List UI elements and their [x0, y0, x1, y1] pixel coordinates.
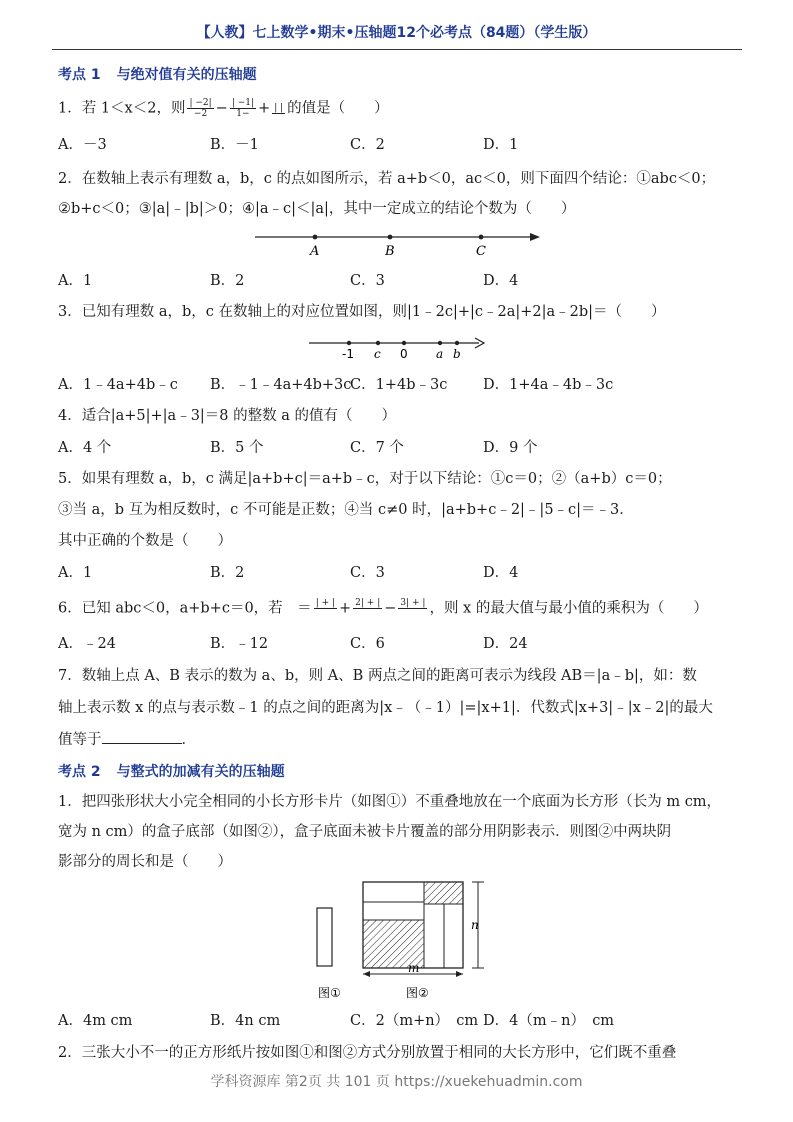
question-7-line-1: 7．数轴上点 A、B 表示的数为 a、b，则 A、B 两点之间的距离可表示为线段 AB＝|a﹣b|，如：数	[58, 668, 697, 684]
point-b	[388, 235, 393, 240]
point-c	[479, 235, 484, 240]
fraction: | |	[274, 103, 284, 113]
option-a[interactable]: A．1	[58, 565, 93, 581]
option-c[interactable]: C．6	[350, 636, 385, 652]
question-1: 1．若 1＜x＜2，则 $\frac{| -2|}{-2}$ − $\frac{| -1|}{1-}$ + | | 的值是（ ）	[58, 98, 389, 119]
s2-question-1-line-3: 影部分的周长和是（ ）	[58, 854, 232, 870]
fraction: $\frac{| -1|}{1-}$	[231, 98, 255, 119]
option-d[interactable]: D．1+4a﹣4b﹣3c	[483, 377, 614, 393]
option-a[interactable]: A．﹣24	[58, 636, 116, 652]
rectangle-cards-figure	[300, 876, 500, 1004]
label-a: A	[310, 244, 320, 259]
option-a[interactable]: A．－3	[58, 137, 107, 153]
option-b[interactable]: B．5 个	[210, 440, 264, 456]
question-4: 4．适合|a+5|+|a﹣3|＝8 的整数 a 的值有（ ）	[58, 408, 397, 424]
question-text: 6．已知 abc＜0，a+b+c＝0，若 ＝	[58, 600, 312, 617]
point-a	[313, 235, 318, 240]
option-a[interactable]: A．4m cm	[58, 1013, 133, 1029]
section-title: 与绝对值有关的压轴题	[116, 67, 257, 83]
tick-label: 0	[400, 347, 408, 361]
figure-2-caption: 图②	[406, 986, 429, 1000]
s2-question-1-line-2: 宽为 n cm）的盒子底部（如图②），盒子底面未被卡片覆盖的部分用阴影表示．则图②中两块阴	[58, 824, 672, 840]
fraction: 2| + |	[355, 598, 381, 608]
s2-question-1-line-1: 1．把四张形状大小完全相同的小长方形卡片（如图①）不重叠地放在一个底面为长方形（长为 m cm，	[58, 794, 722, 810]
section-title: 与整式的加减有关的压轴题	[116, 764, 285, 780]
dimension-m: m	[408, 961, 420, 975]
option-b[interactable]: B．－1	[210, 137, 259, 153]
label-c: C	[476, 244, 486, 259]
section-number: 考点 2	[58, 764, 101, 780]
small-card	[317, 908, 332, 966]
option-b[interactable]: B．2	[210, 565, 245, 581]
section-number: 考点 1	[58, 67, 101, 83]
question-5-line-2: ③当 a，b 互为相反数时，c 不可能是正数；④当 c≠0 时，|a+b+c﹣2|﹣|5﹣c|＝﹣3．	[58, 502, 634, 518]
dimension-n: n	[471, 918, 479, 932]
header-divider	[52, 49, 742, 50]
tick-label: a	[436, 347, 444, 361]
option-c[interactable]: C．3	[350, 273, 385, 289]
option-a[interactable]: A．4 个	[58, 440, 112, 456]
question-text: 1．若 1＜x＜2，则	[58, 100, 186, 117]
tick-label: b	[453, 347, 461, 361]
option-b[interactable]: B．﹣12	[210, 636, 269, 652]
option-c[interactable]: C．1+4b﹣3c	[350, 377, 448, 393]
question-2-line-2: ②b+c＜0；③|a|﹣|b|＞0；④|a﹣c|＜|a|，其中一定成立的结论个数为（ ）	[58, 201, 576, 217]
option-c[interactable]: C．3	[350, 565, 385, 581]
question-2-line-1: 2．在数轴上表示有理数 a，b，c 的点如图所示，若 a+b＜0，ac＜0，则下面四个结论：①abc＜0；	[58, 171, 716, 187]
option-d[interactable]: D．24	[483, 636, 528, 652]
question-6: 6．已知 abc＜0，a+b+c＝0，若 ＝ | + | + 2| + | − 3| + | ，则 x 的最大值与最小值的乘积为（ ）	[58, 598, 738, 619]
option-b[interactable]: B．﹣1﹣4a+4b+3c	[210, 377, 352, 393]
section-heading-2	[58, 761, 285, 781]
option-b[interactable]: B．2	[210, 273, 245, 289]
fraction: 3| + |	[400, 598, 426, 608]
question-7-line-2: 轴上表示数 x 的点与表示数﹣1 的点之间的距离为|x﹣（﹣1）|=|x+1|．代数式|x+3|﹣|x﹣2|的最大	[58, 700, 713, 716]
option-d[interactable]: D．4	[483, 273, 519, 289]
tick-label: c	[374, 347, 381, 361]
label-b: B	[385, 244, 395, 259]
fraction: $\frac{| -2|}{-2}$	[189, 98, 212, 119]
option-b[interactable]: B．4n cm	[210, 1013, 281, 1029]
fraction: | + |	[315, 598, 336, 608]
question-5-line-3: 其中正确的个数是（ ）	[58, 533, 232, 549]
tick-label: -1	[342, 347, 354, 361]
question-5-line-1: 5．如果有理数 a，b，c 满足|a+b+c|＝a+b﹣c，对于以下结论：①c＝0；②（a+b）c＝0；	[58, 471, 672, 487]
number-line-figure	[305, 333, 490, 361]
s2-question-2-line-1: 2．三张大小不一的正方形纸片按如图①和图②方式分别放置于相同的大长方形中，它们既不重叠	[58, 1045, 677, 1061]
option-d[interactable]: D．4	[483, 565, 519, 581]
option-a[interactable]: A．1	[58, 273, 93, 289]
option-c[interactable]: C．2	[350, 137, 385, 153]
figure-1-caption: 图①	[318, 986, 341, 1000]
question-7-line-3: 值等于 ．	[58, 729, 738, 750]
option-c[interactable]: C．2（m+n） cm	[350, 1013, 479, 1029]
option-c[interactable]: C．7 个	[350, 440, 404, 456]
answer-blank[interactable]	[102, 729, 182, 744]
shaded-region	[424, 882, 463, 904]
option-d[interactable]: D．1	[483, 137, 519, 153]
option-d[interactable]: D．4（m﹣n） cm	[483, 1013, 615, 1029]
option-a[interactable]: A．1﹣4a+4b﹣c	[58, 377, 178, 393]
number-line-figure	[250, 226, 550, 260]
question-3: 3．已知有理数 a，b，c 在数轴上的对应位置如图，则|1﹣2c|+|c﹣2a|+2|a﹣2b|＝（ ）	[58, 304, 666, 320]
section-heading-1	[58, 64, 257, 84]
option-d[interactable]: D．9 个	[483, 440, 538, 456]
page-header: 【人教】七上数学•期末•压轴题12个必考点（84题）（学生版）	[196, 25, 597, 41]
page-footer: 学科资源库 第2页 共 101 页 https://xuekehuadmin.com	[210, 1074, 583, 1090]
